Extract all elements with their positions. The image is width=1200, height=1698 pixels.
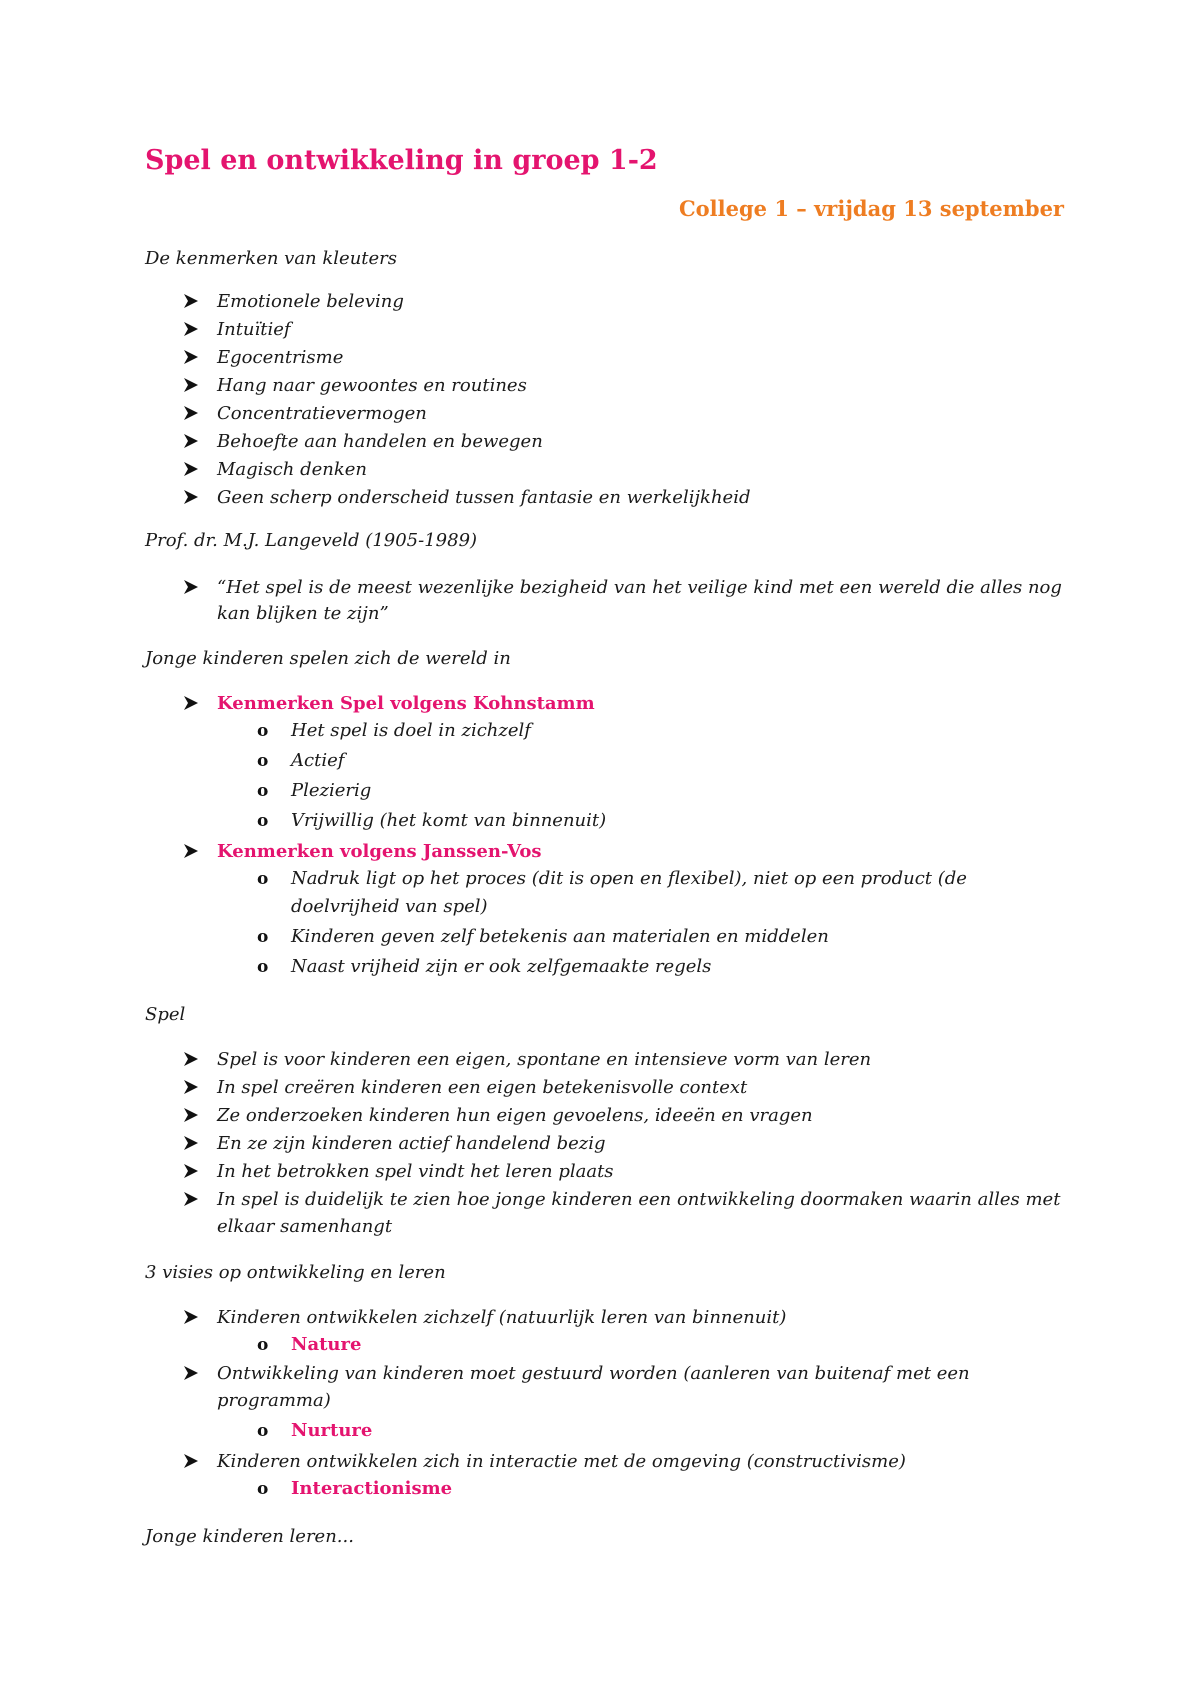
arrow-bullet-icon bbox=[183, 1306, 217, 1328]
list-item: Geen scherp onderscheid tussen fantasie en werkelijkheid bbox=[183, 486, 751, 508]
quote-continuation: kan blijken te zijn” bbox=[217, 603, 389, 624]
sub-list-item: o Kinderen geven zelf betekenis aan materialen en middelen bbox=[257, 926, 829, 947]
arrow-bullet-icon bbox=[183, 486, 217, 508]
arrow-bullet-icon bbox=[183, 346, 217, 368]
quote-item: “Het spel is de meest wezenlijke bezigheid van het veilige kind met een wereld die alles nog bbox=[183, 576, 1062, 598]
list-item: Ontwikkeling van kinderen moet gestuurd worden (aanleren van buitenaf met een bbox=[183, 1362, 970, 1384]
arrow-bullet-icon bbox=[183, 576, 217, 598]
document-title: Spel en ontwikkeling in groep 1-2 bbox=[145, 145, 658, 176]
list-item: In spel creëren kinderen een eigen betekenisvolle context bbox=[183, 1076, 747, 1098]
section-heading-leren: Jonge kinderen leren... bbox=[145, 1526, 354, 1547]
list-item: En ze zijn kinderen actief handelend bezig bbox=[183, 1132, 606, 1154]
list-item: Concentratievermogen bbox=[183, 402, 427, 424]
arrow-bullet-icon bbox=[183, 840, 217, 862]
sub-list-item: o Plezierig bbox=[257, 780, 372, 801]
list-item: In het betrokken spel vindt het leren plaats bbox=[183, 1160, 614, 1182]
arrow-bullet-icon bbox=[183, 318, 217, 340]
list-item: Behoefte aan handelen en bewegen bbox=[183, 430, 543, 452]
arrow-bullet-icon bbox=[183, 1362, 217, 1384]
list-item: In spel is duidelijk te zien hoe jonge kinderen een ontwikkeling doormaken waarin alles met bbox=[183, 1188, 1060, 1210]
list-continuation: programma) bbox=[217, 1390, 331, 1411]
arrow-bullet-icon bbox=[183, 1048, 217, 1070]
sub-list-continuation: doelvrijheid van spel) bbox=[291, 896, 488, 917]
arrow-bullet-icon bbox=[183, 1104, 217, 1126]
sub-list-item: o Actief bbox=[257, 750, 345, 771]
arrow-bullet-icon bbox=[183, 1076, 217, 1098]
section-heading-spelen: Jonge kinderen spelen zich de wereld in bbox=[145, 648, 511, 669]
sub-list-item: o Nurture bbox=[257, 1420, 373, 1441]
list-item: Spel is voor kinderen een eigen, spontane en intensieve vorm van leren bbox=[183, 1048, 871, 1070]
college-date-heading: College 1 – vrijdag 13 september bbox=[678, 196, 1064, 221]
sub-list-item: o Vrijwillig (het komt van binnenuit) bbox=[257, 810, 607, 831]
sub-list-item: o Nature bbox=[257, 1334, 362, 1355]
janssen-heading-item: Kenmerken volgens Janssen-Vos bbox=[183, 840, 542, 862]
sub-list-item: o Naast vrijheid zijn er ook zelfgemaakte regels bbox=[257, 956, 712, 977]
list-item: Ze onderzoeken kinderen hun eigen gevoelens, ideeën en vragen bbox=[183, 1104, 813, 1126]
section-heading-kenmerken: De kenmerken van kleuters bbox=[145, 248, 398, 269]
section-heading-spel: Spel bbox=[145, 1004, 186, 1025]
sub-list-item: o Interactionisme bbox=[257, 1478, 453, 1499]
arrow-bullet-icon bbox=[183, 692, 217, 714]
list-item: Egocentrisme bbox=[183, 346, 343, 368]
list-item: Kinderen ontwikkelen zich in interactie met de omgeving (constructivisme) bbox=[183, 1450, 906, 1472]
list-continuation: elkaar samenhangt bbox=[217, 1216, 393, 1237]
arrow-bullet-icon bbox=[183, 374, 217, 396]
section-heading-langeveld: Prof. dr. M.J. Langeveld (1905-1989) bbox=[145, 530, 478, 551]
arrow-bullet-icon bbox=[183, 402, 217, 424]
list-item: Hang naar gewoontes en routines bbox=[183, 374, 527, 396]
arrow-bullet-icon bbox=[183, 1450, 217, 1472]
sub-list-item: o Het spel is doel in zichzelf bbox=[257, 720, 531, 741]
arrow-bullet-icon bbox=[183, 430, 217, 452]
arrow-bullet-icon bbox=[183, 458, 217, 480]
kohnstamm-heading-item: Kenmerken Spel volgens Kohnstamm bbox=[183, 692, 595, 714]
arrow-bullet-icon bbox=[183, 1160, 217, 1182]
section-heading-visies: 3 visies op ontwikkeling en leren bbox=[145, 1262, 446, 1283]
list-item: Intuïtief bbox=[183, 318, 291, 340]
arrow-bullet-icon bbox=[183, 1188, 217, 1210]
list-item: Emotionele beleving bbox=[183, 290, 404, 312]
arrow-bullet-icon bbox=[183, 1132, 217, 1154]
sub-list-item: o Nadruk ligt op het proces (dit is open en flexibel), niet op een product (de bbox=[257, 868, 967, 889]
arrow-bullet-icon bbox=[183, 290, 217, 312]
list-item: Kinderen ontwikkelen zichzelf (natuurlijk leren van binnenuit) bbox=[183, 1306, 786, 1328]
list-item: Magisch denken bbox=[183, 458, 367, 480]
